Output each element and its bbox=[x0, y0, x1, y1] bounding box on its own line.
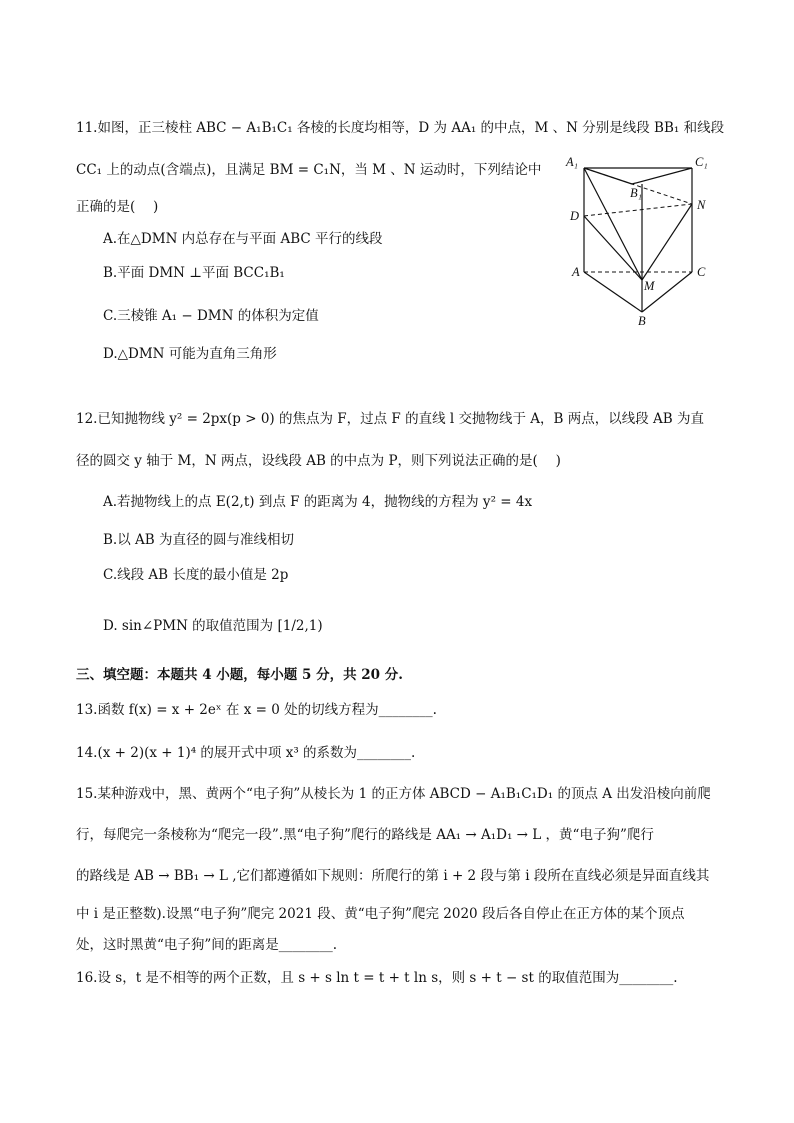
label-a: A bbox=[572, 265, 580, 279]
q12-option-c: C.线段 AB 长度的最小值是 2p bbox=[103, 567, 289, 583]
q12-option-a: A.若抛物线上的点 E(2,t) 到点 F 的距离为 4，抛物线的方程为 y² = 4x bbox=[103, 494, 533, 510]
q11-stem-line3: 正确的是( ) bbox=[76, 199, 159, 215]
q12-option-b: B.以 AB 为直径的圆与准线相切 bbox=[103, 532, 294, 548]
q11-stem-line2: CC₁ 上的动点(含端点)，且满足 BM = C₁N，当 M 、N 运动时，下列结论中 bbox=[76, 162, 542, 178]
q11-option-d: D.△DMN 可能为直角三角形 bbox=[103, 346, 277, 362]
q11-option-a: A.在△DMN 内总存在与平面 ABC 平行的线段 bbox=[103, 231, 383, 247]
q13-text: 13.函数 f(x) = x + 2eˣ 在 x = 0 处的切线方程为________. bbox=[76, 702, 437, 718]
segment-dm bbox=[584, 216, 642, 280]
q15-line4: 中 i 是正整数).设黑“电子狗”爬完 2021 段、黄“电子狗”爬完 2020 段后各自停止在正方体的某个顶点 bbox=[76, 906, 685, 922]
label-b1: B₁ bbox=[630, 186, 642, 200]
q11-option-b: B.平面 DMN ⊥平面 BCC₁B₁ bbox=[103, 265, 285, 281]
label-c1: C₁ bbox=[695, 155, 708, 169]
q15-line2: 行，每爬完一条棱称为“爬完一段”.黑“电子狗”爬行的路线是 AA₁ → A₁D₁ → L ，黄“电子狗”爬行 bbox=[76, 827, 654, 843]
q11-stem-line1: 11.如图，正三棱柱 ABC − A₁B₁C₁ 各棱的长度均相等，D 为 AA₁ 的中点，M 、N 分别是线段 BB₁ 和线段 bbox=[76, 120, 725, 136]
q15-line1: 15.某种游戏中，黑、黄两个“电子狗”从棱长为 1 的正方体 ABCD − A₁B₁C₁D₁ 的顶点 A 出发沿棱向前爬 bbox=[76, 786, 711, 802]
q14-text: 14.(x + 2)(x + 1)⁴ 的展开式中项 x³ 的系数为________. bbox=[76, 745, 416, 761]
q15-line5: 处，这时黑黄“电子狗”间的距离是________. bbox=[76, 937, 338, 953]
label-b: B bbox=[638, 314, 646, 328]
prism-diagram bbox=[560, 152, 720, 327]
label-d: D bbox=[570, 209, 580, 223]
label-m: M bbox=[644, 279, 655, 293]
q12-stem-line1: 12.已知抛物线 y² = 2px(p > 0) 的焦点为 F，过点 F 的直线 l 交抛物线于 A，B 两点，以线段 AB 为直 bbox=[76, 411, 704, 427]
q16-text: 16.设 s，t 是不相等的两个正数，且 s + s ln t = t + t ln s，则 s + t − st 的取值范围为________. bbox=[76, 970, 678, 986]
edge-b1c1 bbox=[632, 168, 692, 184]
q11-option-c: C.三棱锥 A₁ − DMN 的体积为定值 bbox=[103, 308, 319, 324]
label-a1: A₁ bbox=[566, 155, 578, 169]
label-n: N bbox=[697, 198, 706, 212]
q12-option-d: D. sin∠PMN 的取值范围为 [1/2,1) bbox=[103, 618, 323, 634]
prism-figure bbox=[560, 152, 720, 327]
label-c: C bbox=[697, 265, 706, 279]
q12-stem-line2: 径的圆交 y 轴于 M，N 两点，设线段 AB 的中点为 P，则下列说法正确的是( ) bbox=[76, 453, 561, 469]
q15-line3: 的路线是 AB → BB₁ → L ,它们都遵循如下规则：所爬行的第 i + 2 段与第 i 段所在直线必须是异面直线其 bbox=[76, 868, 710, 884]
segment-mn bbox=[642, 204, 692, 280]
segment-dn-hidden bbox=[584, 204, 692, 216]
edge-ab bbox=[584, 272, 642, 312]
section3-heading: 三、填空题：本题共 4 小题，每小题 5 分，共 20 分. bbox=[76, 667, 403, 683]
